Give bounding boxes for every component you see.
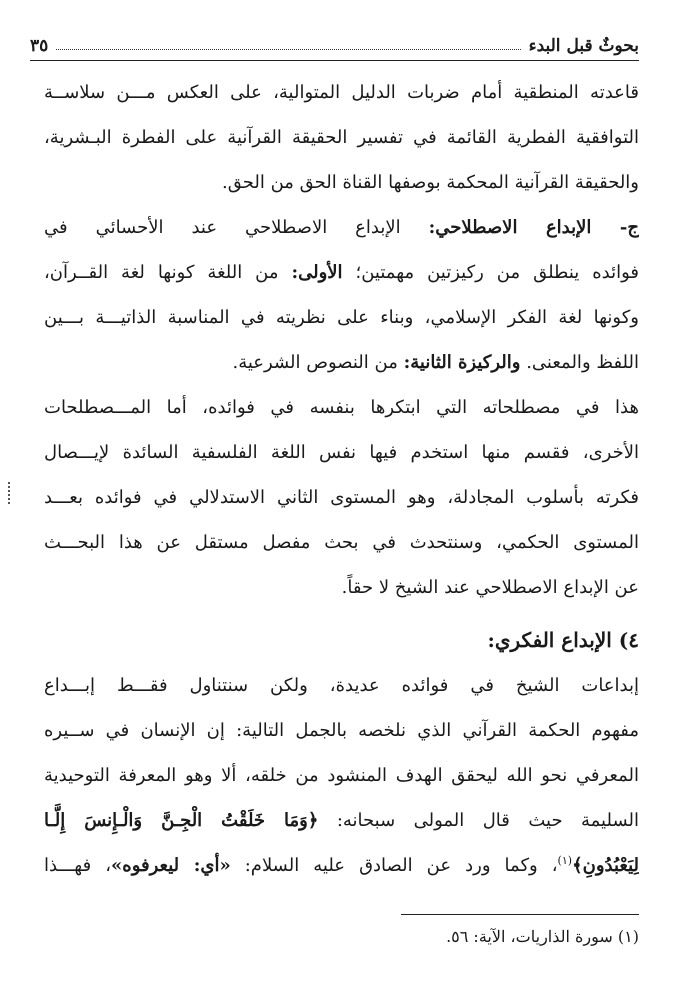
text-line: والحقيقة القرآنية المحكمة بوصفها القناة الحق من الحق. [222,172,639,193]
text-line: عن الإبداع الاصطلاحي عند الشيخ لا حقاً. [341,577,639,598]
header-title: بحوثٌ قبل البدء [528,36,639,56]
footnote-ref: (١) [557,854,573,867]
bold-term: والركيزة الثانية: [403,352,521,373]
quran-verse: لِيَعْبُدُونِ﴾ [572,855,639,876]
footnote-rule [401,914,639,915]
text-span: من النصوص الشرعية. [232,352,404,373]
text-span: اللفظ والمعنى. [520,352,639,373]
running-header [30,26,639,61]
text-line: وكونها لغة الفكر الإسلامي، وبناء على نظريته في المناسبة الذاتيـــة بـــين [44,307,639,328]
text-line: إبداعات الشيخ في فوائده عديدة، ولكن سنتناول فقـــط إبـــداع [44,675,639,696]
text-line: قاعدته المنطقية أمام ضربات الدليل المتوالية، على العكس مـــن سلاســة [44,82,639,103]
text-line: هذا في مصطلحاته التي ابتكرها بنفسه في فوائده، أما المـــصطلحات [44,397,639,418]
text-line [44,250,639,295]
text-line: التوافقية الفطرية القائمة في تفسير الحقيقة القرآنية على الفطرة البـشرية، [44,127,639,148]
text-span: السليمة حيث قال المولى سبحانه: [318,810,639,831]
text-span: ، وكما ورد عن الصادق عليه السلام: [230,855,558,876]
subheading-term: ج- الإبداع الاصطلاحي: [428,217,639,238]
section-heading: ٤) الإبداع الفكري: [487,628,639,652]
footnote: (١) سورة الذاريات، الآية: ٥٦. [446,927,639,946]
text-line [44,340,639,385]
text-span: فوائده ينطلق من ركيزتين مهمتين؛ [342,262,639,283]
text-span: من اللغة كونها لغة القــرآن، [44,262,292,283]
text-line [44,798,639,843]
text-line: المعرفي نحو الله ليحقق الهدف المنشود من خلقه، ألا وهو المعرفة التوحيدية [44,765,639,786]
hadith-quote: «أي: ليعرفوه» [111,855,231,876]
quran-verse: ﴿وَمَا خَلَقْتُ الْجِـنَّ وَالْـإِنسَ إِلَّـا [44,810,319,831]
text-span: ، فهـــذا [44,855,112,876]
text-line: المستوى الحكمي، وسنتحدث في بحث مفصل مستقل عن هذا البحـــث [44,532,639,553]
header-dot-leader [56,49,520,50]
text-line [44,205,639,250]
text-line: مفهوم الحكمة القرآني الذي نلخصه بالجمل التالية: إن الإنسان في ســيره [44,720,639,741]
text-line: فكرته بأسلوب المجادلة، وهو المستوى الثاني الاستدلالي في فوائده بعـــد [44,487,639,508]
page-number: ٣٥ [30,36,49,56]
body-text [44,70,639,888]
text-span: الإبداع الاصطلاحي عند الأحسائي في [44,217,429,238]
margin-mark [8,482,13,504]
text-line [44,843,639,888]
text-line: الأخرى، فقسم منها استخدم فيها نفس اللغة الفلسفية السائدة لإيـــصال [44,442,639,463]
bold-term: الأولى: [291,262,343,283]
